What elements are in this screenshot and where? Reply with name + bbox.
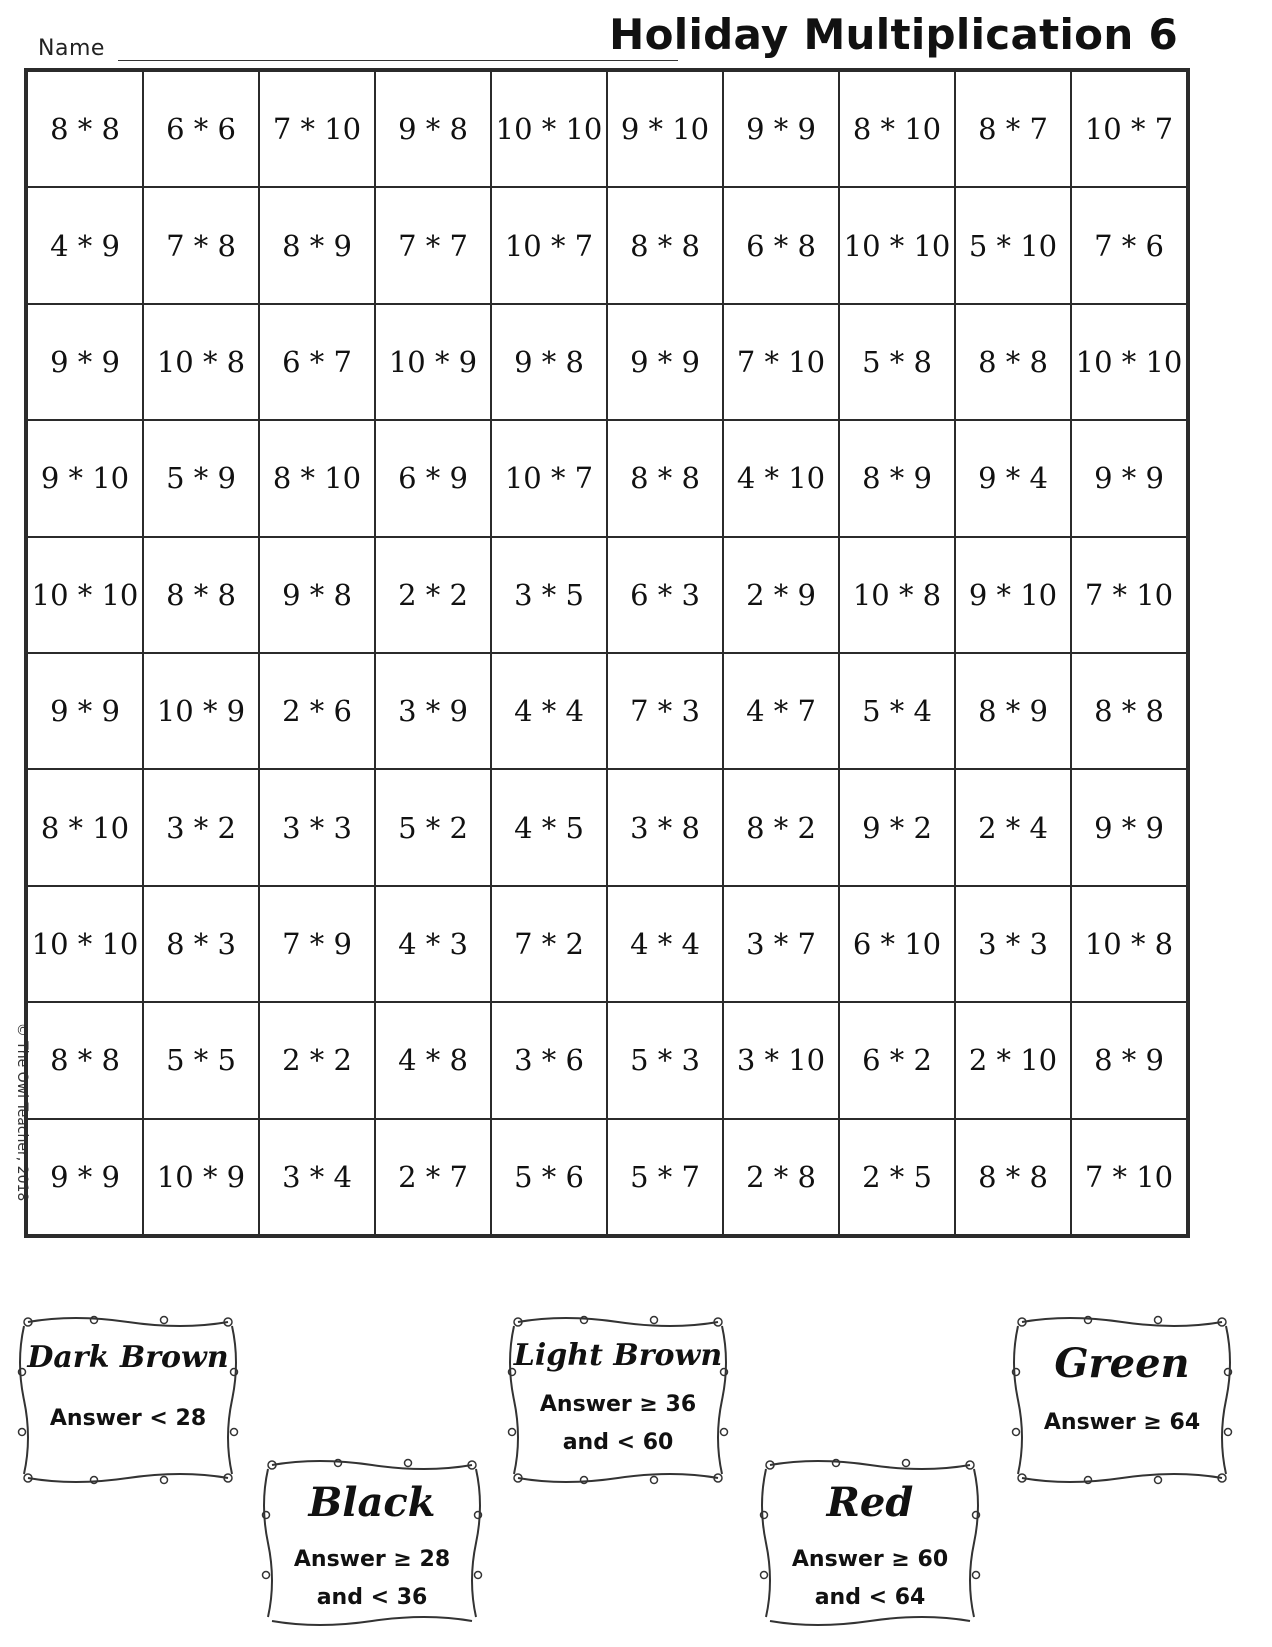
grid-cell[interactable]: 8 * 7 xyxy=(955,71,1071,187)
grid-cell[interactable]: 7 * 7 xyxy=(375,187,491,303)
grid-cell[interactable]: 10 * 7 xyxy=(491,420,607,536)
grid-cell[interactable]: 3 * 3 xyxy=(955,886,1071,1002)
grid-cell[interactable]: 2 * 2 xyxy=(375,537,491,653)
grid-cell[interactable]: 9 * 2 xyxy=(839,769,955,885)
grid-cell[interactable]: 9 * 10 xyxy=(607,71,723,187)
name-field-line[interactable] xyxy=(118,60,678,61)
grid-cell[interactable]: 5 * 4 xyxy=(839,653,955,769)
key-color-name: Red xyxy=(826,1479,914,1526)
grid-cell[interactable]: 6 * 2 xyxy=(839,1002,955,1118)
grid-cell[interactable]: 9 * 9 xyxy=(1071,769,1187,885)
grid-cell[interactable]: 8 * 8 xyxy=(955,1119,1071,1235)
key-red xyxy=(756,1455,984,1631)
grid-cell[interactable]: 5 * 3 xyxy=(607,1002,723,1118)
grid-cell[interactable]: 8 * 8 xyxy=(607,420,723,536)
grid-cell[interactable]: 9 * 9 xyxy=(27,304,143,420)
grid-cell[interactable]: 9 * 8 xyxy=(491,304,607,420)
grid-cell[interactable]: 9 * 9 xyxy=(607,304,723,420)
grid-cell[interactable]: 4 * 3 xyxy=(375,886,491,1002)
grid-cell[interactable]: 9 * 9 xyxy=(1071,420,1187,536)
grid-cell[interactable]: 9 * 9 xyxy=(723,71,839,187)
grid-cell[interactable]: 10 * 9 xyxy=(143,653,259,769)
grid-cell[interactable]: 8 * 8 xyxy=(955,304,1071,420)
grid-cell[interactable]: 9 * 9 xyxy=(27,653,143,769)
grid-cell[interactable]: 10 * 9 xyxy=(143,1119,259,1235)
key-color-name: Light Brown xyxy=(513,1338,723,1373)
grid-cell[interactable]: 3 * 3 xyxy=(259,769,375,885)
key-rule-line2: and < 64 xyxy=(814,1585,926,1610)
grid-cell[interactable]: 4 * 8 xyxy=(375,1002,491,1118)
grid-cell[interactable]: 2 * 9 xyxy=(723,537,839,653)
grid-cell[interactable]: 4 * 7 xyxy=(723,653,839,769)
grid-cell[interactable]: 9 * 8 xyxy=(259,537,375,653)
grid-cell[interactable]: 9 * 10 xyxy=(27,420,143,536)
grid-cell[interactable]: 7 * 10 xyxy=(1071,537,1187,653)
key-color-name: Green xyxy=(1054,1340,1190,1387)
grid-cell[interactable]: 8 * 2 xyxy=(723,769,839,885)
grid-cell[interactable]: 10 * 7 xyxy=(491,187,607,303)
grid-cell[interactable]: 10 * 7 xyxy=(1071,71,1187,187)
grid-cell[interactable]: 2 * 2 xyxy=(259,1002,375,1118)
grid-cell[interactable]: 4 * 10 xyxy=(723,420,839,536)
key-color-name: Black xyxy=(308,1479,436,1526)
grid-cell[interactable]: 4 * 9 xyxy=(27,187,143,303)
grid-cell[interactable]: 6 * 6 xyxy=(143,71,259,187)
grid-cell[interactable]: 6 * 3 xyxy=(607,537,723,653)
grid-cell[interactable]: 3 * 7 xyxy=(723,886,839,1002)
grid-cell[interactable]: 6 * 8 xyxy=(723,187,839,303)
key-rule-line1: Answer ≥ 60 xyxy=(791,1547,949,1572)
grid-cell[interactable]: 10 * 10 xyxy=(839,187,955,303)
grid-cell[interactable]: 10 * 10 xyxy=(1071,304,1187,420)
key-rule-line1: Answer ≥ 28 xyxy=(293,1547,451,1572)
grid-cell[interactable]: 8 * 8 xyxy=(143,537,259,653)
grid-cell[interactable]: 2 * 5 xyxy=(839,1119,955,1235)
grid-cell[interactable]: 2 * 10 xyxy=(955,1002,1071,1118)
grid-cell[interactable]: 10 * 10 xyxy=(491,71,607,187)
grid-cell[interactable]: 2 * 7 xyxy=(375,1119,491,1235)
grid-cell[interactable]: 10 * 9 xyxy=(375,304,491,420)
copyright-text: © The Owl Teacher, 2018 xyxy=(14,1022,30,1202)
grid-cell[interactable]: 9 * 9 xyxy=(27,1119,143,1235)
grid-cell[interactable]: 8 * 9 xyxy=(955,653,1071,769)
key-rule-line2: and < 60 xyxy=(562,1430,674,1455)
grid-cell[interactable]: 6 * 10 xyxy=(839,886,955,1002)
grid-cell[interactable]: 8 * 8 xyxy=(27,71,143,187)
grid-cell[interactable]: 7 * 2 xyxy=(491,886,607,1002)
grid-cell[interactable]: 6 * 9 xyxy=(375,420,491,536)
grid-cell[interactable]: 5 * 6 xyxy=(491,1119,607,1235)
grid-cell[interactable]: 5 * 8 xyxy=(839,304,955,420)
grid-cell[interactable]: 7 * 10 xyxy=(723,304,839,420)
grid-cell[interactable]: 4 * 5 xyxy=(491,769,607,885)
key-rule-line1: Answer ≥ 64 xyxy=(1043,1410,1201,1435)
grid-cell[interactable]: 8 * 10 xyxy=(839,71,955,187)
key-rule-line1: Answer ≥ 36 xyxy=(539,1392,697,1417)
grid-cell[interactable]: 3 * 9 xyxy=(375,653,491,769)
grid-cell[interactable]: 6 * 7 xyxy=(259,304,375,420)
key-rule-line2: and < 36 xyxy=(316,1585,428,1610)
grid-cell[interactable]: 3 * 2 xyxy=(143,769,259,885)
grid-cell[interactable]: 8 * 9 xyxy=(839,420,955,536)
grid-cell[interactable]: 3 * 10 xyxy=(723,1002,839,1118)
grid-cell[interactable]: 10 * 10 xyxy=(27,537,143,653)
key-light-brown xyxy=(504,1312,732,1488)
grid-cell[interactable]: 8 * 8 xyxy=(27,1002,143,1118)
grid-cell[interactable]: 3 * 8 xyxy=(607,769,723,885)
grid-cell[interactable]: 8 * 3 xyxy=(143,886,259,1002)
name-label: Name xyxy=(38,36,105,61)
grid-cell[interactable]: 9 * 4 xyxy=(955,420,1071,536)
key-color-name: Dark Brown xyxy=(27,1340,229,1375)
grid-cell[interactable]: 7 * 3 xyxy=(607,653,723,769)
grid-cell[interactable]: 5 * 7 xyxy=(607,1119,723,1235)
grid-cell[interactable]: 8 * 9 xyxy=(259,187,375,303)
key-dark-brown xyxy=(14,1312,242,1488)
grid-cell[interactable]: 7 * 10 xyxy=(1071,1119,1187,1235)
grid-cell[interactable]: 4 * 4 xyxy=(491,653,607,769)
grid-cell[interactable]: 7 * 8 xyxy=(143,187,259,303)
grid-cell[interactable]: 8 * 10 xyxy=(27,769,143,885)
grid-cell[interactable]: 8 * 8 xyxy=(607,187,723,303)
grid-cell[interactable]: 3 * 6 xyxy=(491,1002,607,1118)
multiplication-grid xyxy=(24,68,1190,1238)
grid-cell[interactable]: 2 * 6 xyxy=(259,653,375,769)
grid-cell[interactable]: 5 * 2 xyxy=(375,769,491,885)
grid-cell[interactable]: 2 * 4 xyxy=(955,769,1071,885)
grid-cell[interactable]: 8 * 8 xyxy=(1071,653,1187,769)
grid-cell[interactable]: 8 * 10 xyxy=(259,420,375,536)
key-black xyxy=(258,1455,486,1631)
grid-cell[interactable]: 7 * 6 xyxy=(1071,187,1187,303)
key-rule-line1: Answer < 28 xyxy=(49,1406,207,1431)
grid-cell[interactable]: 4 * 4 xyxy=(607,886,723,1002)
grid-cell[interactable]: 10 * 8 xyxy=(1071,886,1187,1002)
key-green xyxy=(1008,1312,1236,1488)
grid-cell[interactable]: 7 * 10 xyxy=(259,71,375,187)
grid-cell[interactable]: 10 * 8 xyxy=(839,537,955,653)
grid-cell[interactable]: 10 * 8 xyxy=(143,304,259,420)
grid-cell[interactable]: 3 * 4 xyxy=(259,1119,375,1235)
grid-cell[interactable]: 3 * 5 xyxy=(491,537,607,653)
grid-cell[interactable]: 10 * 10 xyxy=(27,886,143,1002)
page-title: Holiday Multiplication 6 xyxy=(609,10,1178,59)
grid-cell[interactable]: 2 * 8 xyxy=(723,1119,839,1235)
grid-cell[interactable]: 5 * 9 xyxy=(143,420,259,536)
grid-cell[interactable]: 5 * 10 xyxy=(955,187,1071,303)
grid-cell[interactable]: 8 * 9 xyxy=(1071,1002,1187,1118)
grid-cell[interactable]: 9 * 10 xyxy=(955,537,1071,653)
grid-cell[interactable]: 9 * 8 xyxy=(375,71,491,187)
grid-cell[interactable]: 7 * 9 xyxy=(259,886,375,1002)
scroll-frame-icon xyxy=(1008,1312,1236,1488)
grid-cell[interactable]: 5 * 5 xyxy=(143,1002,259,1118)
